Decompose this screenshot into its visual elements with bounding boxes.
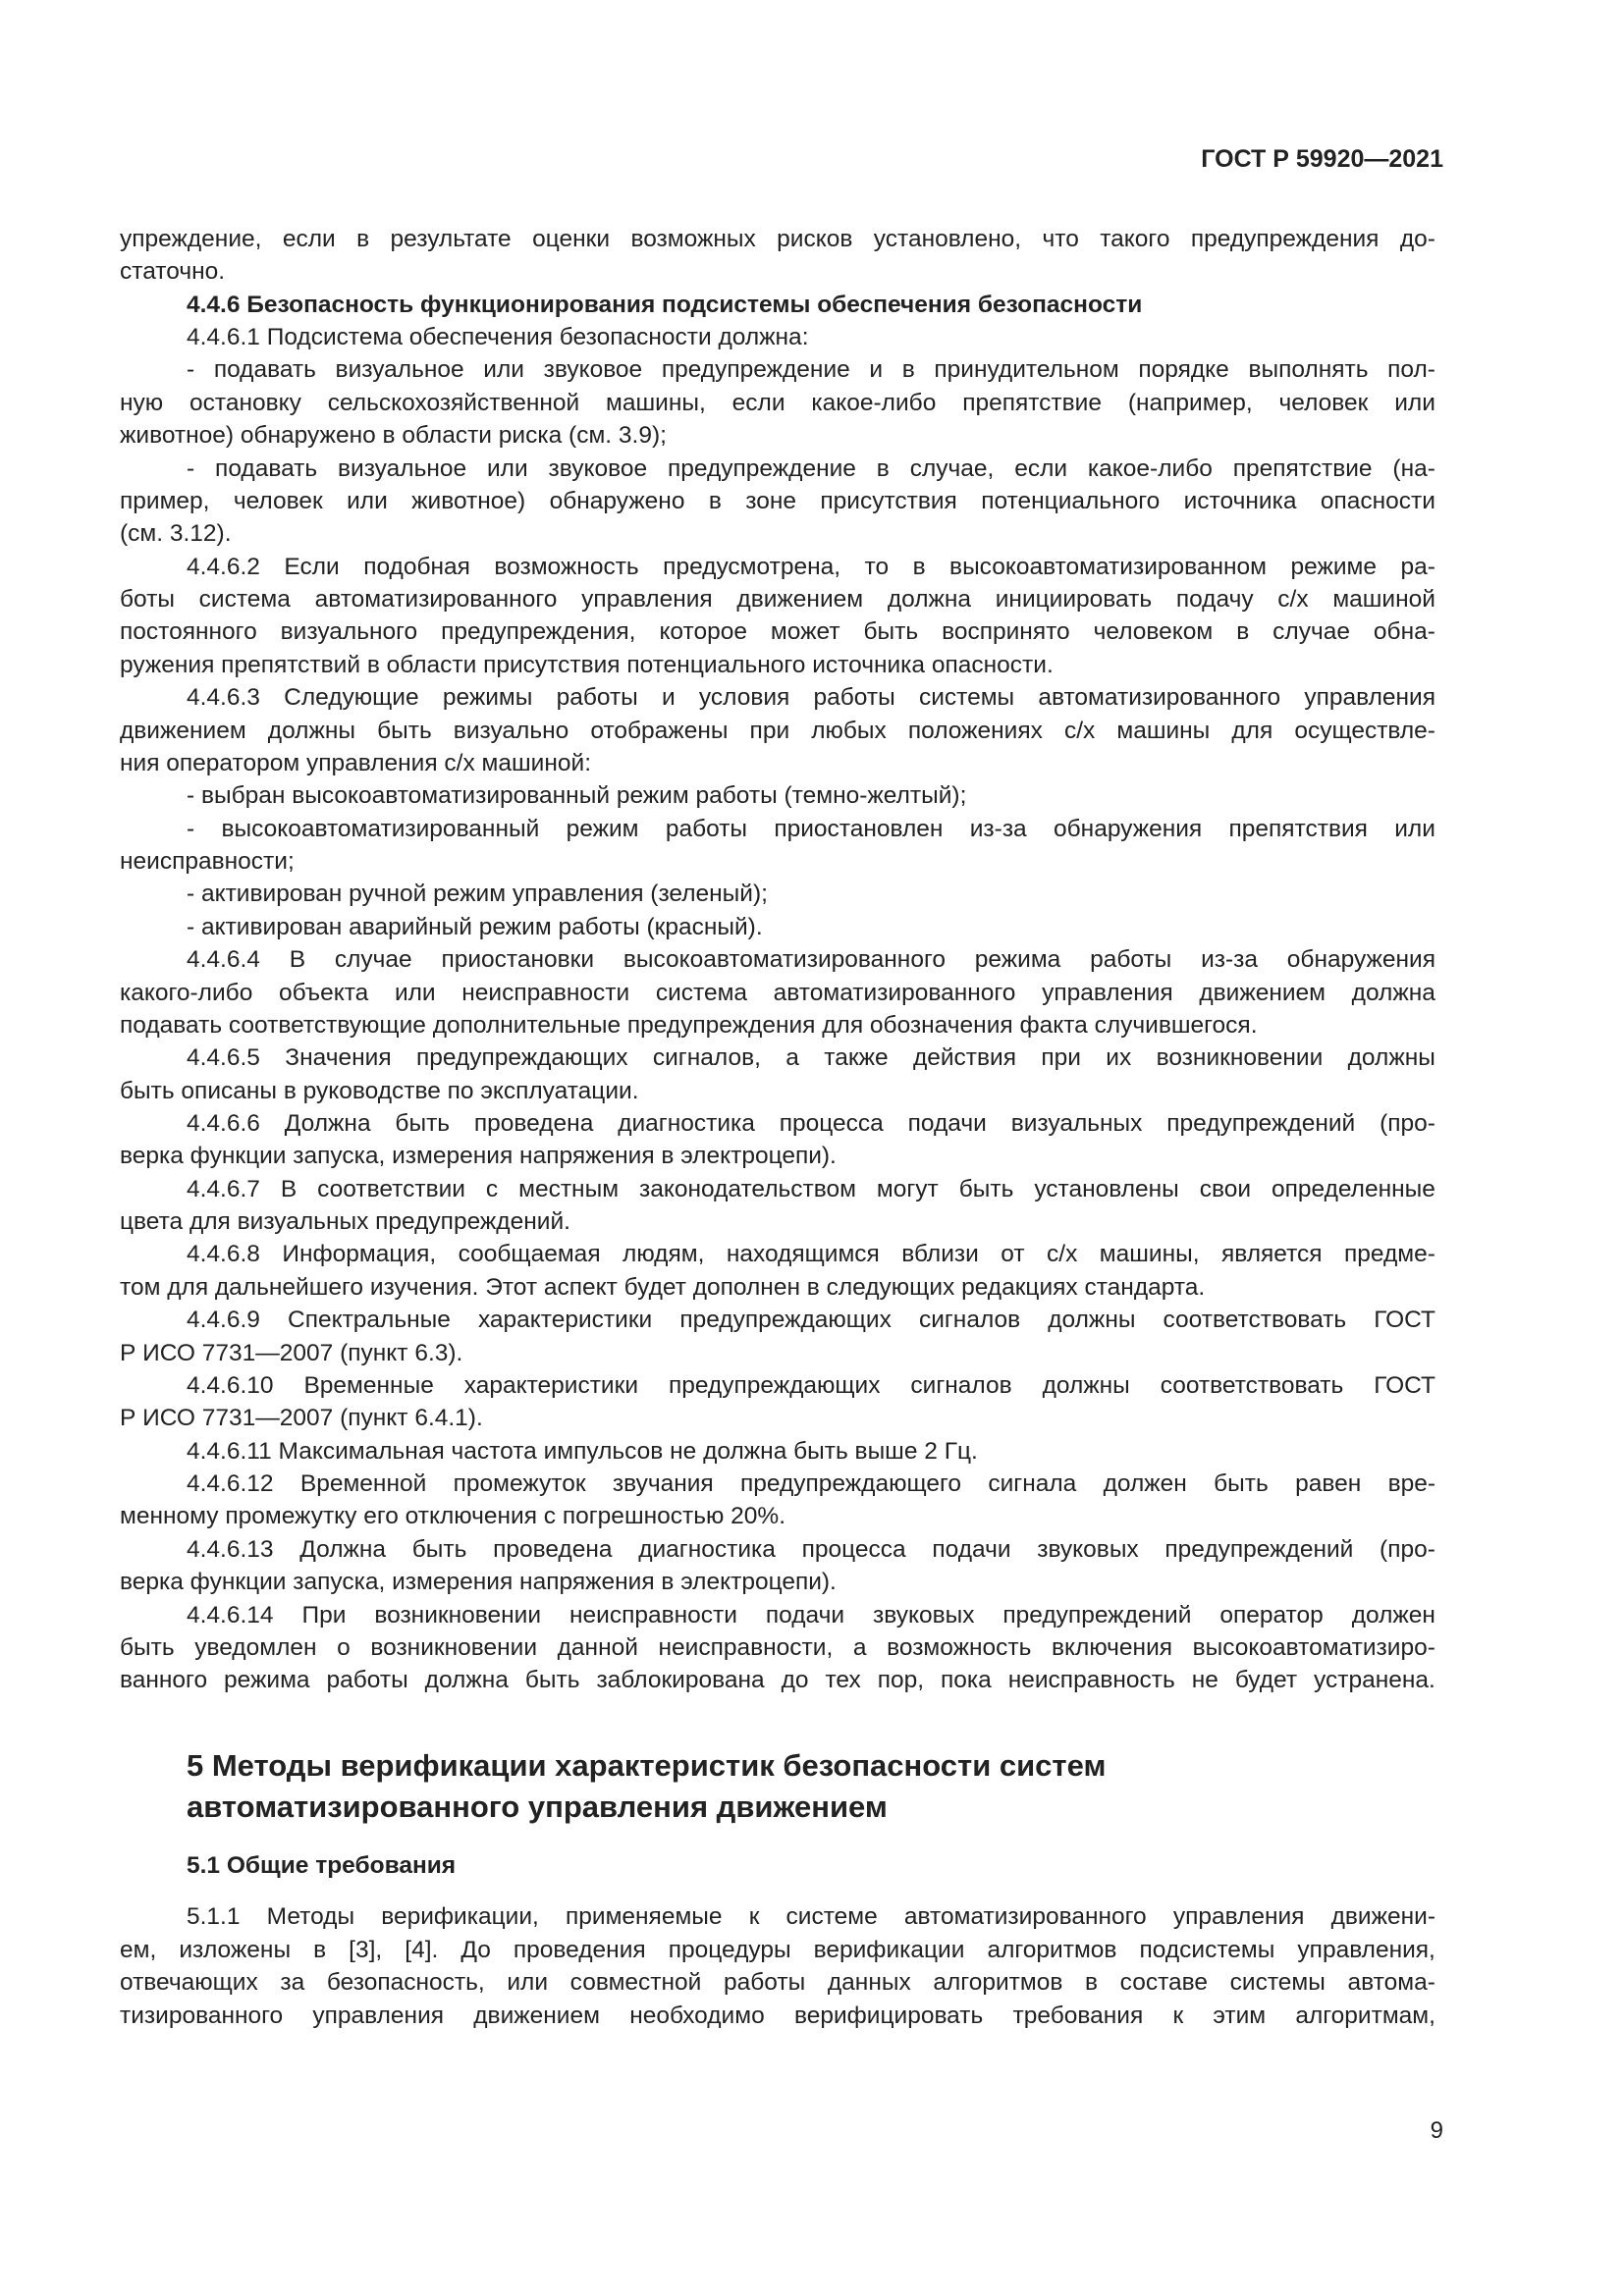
text-line: ванного режима работы должна быть заблокирована до тех пор, пока неисправность не будет устранена. bbox=[120, 1667, 1435, 1694]
text-line: упреждение, если в результате оценки возможных рисков установлено, что такого предупреждения до- bbox=[120, 226, 1435, 252]
text-line: ную остановку сельскохозяйственной машины, если какое-либо препятствие (например, человек или bbox=[120, 389, 1435, 416]
text-line: 4.4.6.1 Подсистема обеспечения безопасности должна: bbox=[187, 324, 809, 351]
text-line: неисправности; bbox=[120, 848, 295, 876]
section-title-line-1: 5 Методы верификации характеристик безопасности систем bbox=[187, 1748, 1107, 1783]
text-line: (см. 3.12). bbox=[120, 520, 232, 548]
text-line: ружения препятствий в области присутствия потенциального источника опасности. bbox=[120, 651, 1054, 678]
text-line: отвечающих за безопасность, или совместной работы данных алгоритмов в составе системы автома- bbox=[120, 1969, 1435, 1996]
text-line: 4.4.6.11 Максимальная частота импульсов не должна быть выше 2 Гц. bbox=[187, 1437, 978, 1465]
text-line: ем, изложены в [3], [4]. До проведения процедуры верификации алгоритмов подсистемы управления, bbox=[120, 1936, 1435, 1963]
text-line: боты система автоматизированного управления движением должна инициировать подачу с/х машиной bbox=[120, 586, 1435, 614]
text-line: том для дальнейшего изучения. Этот аспект будет дополнен в следующих редакциях стандарта. bbox=[120, 1273, 1206, 1301]
text-line: Р ИСО 7731—2007 (пункт 6.3). bbox=[120, 1339, 463, 1366]
text-line: какого-либо объекта или неисправности система автоматизированного управления движением должна bbox=[120, 979, 1435, 1006]
text-line: верка функции запуска, измерения напряжения в электроцепи). bbox=[120, 1569, 837, 1596]
text-line: тизированного управления движением необходимо верифицировать требования к этим алгоритмам, bbox=[120, 2002, 1435, 2029]
text-line: 4.4.6.6 Должна быть проведена диагностика процесса подачи визуальных предупреждений (про- bbox=[187, 1109, 1435, 1137]
text-line: 4.4.6.4 В случае приостановки высокоавтоматизированного режима работы из-за обнаружения bbox=[187, 946, 1435, 974]
text-line: 4.4.6.9 Спектральные характеристики предупреждающих сигналов должны соответствовать ГОСТ bbox=[187, 1307, 1435, 1334]
text-line: 4.4.6.13 Должна быть проведена диагностика процесса подачи звуковых предупреждений (про- bbox=[187, 1535, 1435, 1563]
text-line: 5.1.1 Методы верификации, применяемые к системе автоматизированного управления движени- bbox=[187, 1903, 1435, 1930]
text-line: - выбран высокоавтоматизированный режим работы (темно-желтый); bbox=[187, 782, 967, 810]
text-line: 4.4.6.10 Временные характеристики предупреждающих сигналов должны соответствовать ГОСТ bbox=[187, 1371, 1435, 1399]
page-number: 9 bbox=[1430, 2117, 1443, 2144]
text-line: менному промежутку его отключения с погрешностью 20%. bbox=[120, 1503, 786, 1530]
text-line: - активирован ручной режим управления (зеленый); bbox=[187, 881, 768, 908]
text-line: - активирован аварийный режим работы (красный). bbox=[187, 913, 763, 940]
text-line: подавать соответствующие дополнительные предупреждения для обозначения факта случившегося. bbox=[120, 1011, 1258, 1039]
text-line: - высокоавтоматизированный режим работы приостановлен из-за обнаружения препятствия или bbox=[187, 815, 1435, 842]
text-line: быть описаны в руководстве по эксплуатации. bbox=[120, 1077, 639, 1104]
text-line: - подавать визуальное или звуковое предупреждение в случае, если какое-либо препятствие (на- bbox=[187, 454, 1435, 482]
text-line: - подавать визуальное или звуковое предупреждение и в принудительном порядке выполнять пол- bbox=[187, 356, 1435, 384]
text-line: движением должны быть визуально отображены при любых положениях с/х машины для осуществле- bbox=[120, 717, 1435, 744]
text-line: 4.4.6.5 Значения предупреждающих сигналов, а также действия при их возникновении должны bbox=[187, 1044, 1435, 1072]
text-line: 4.4.6.2 Если подобная возможность предусмотрена, то в высокоавтоматизированном режиме ра- bbox=[187, 553, 1435, 580]
text-line: 4.4.6.14 При возникновении неисправности подачи звуковых предупреждений оператор должен bbox=[187, 1601, 1435, 1629]
section-title-line-2: автоматизированного управления движением bbox=[187, 1789, 888, 1824]
text-line: 4.4.6 Безопасность функционирования подсистемы обеспечения безопасности bbox=[187, 291, 1143, 318]
text-line: цвета для визуальных предупреждений. bbox=[120, 1208, 570, 1236]
subsection-title: 5.1 Общие требования bbox=[187, 1852, 457, 1879]
text-line: постоянного визуального предупреждения, которое может быть воспринято человеком в случае обна- bbox=[120, 618, 1435, 646]
text-line: верка функции запуска, измерения напряжения в электроцепи). bbox=[120, 1143, 837, 1170]
text-line: быть уведомлен о возникновении данной неисправности, а возможность включения высокоавтоматизиро- bbox=[120, 1633, 1435, 1661]
text-line: 4.4.6.12 Временной промежуток звучания предупреждающего сигнала должен быть равен вре- bbox=[187, 1470, 1435, 1498]
text-line: ния оператором управления с/х машиной: bbox=[120, 749, 591, 776]
text-line: Р ИСО 7731—2007 (пункт 6.4.1). bbox=[120, 1405, 483, 1432]
text-line: 4.4.6.8 Информация, сообщаемая людям, находящимся вблизи от с/х машины, является предме- bbox=[187, 1241, 1435, 1268]
text-line: статочно. bbox=[120, 258, 226, 286]
document-header: ГОСТ Р 59920—2021 bbox=[1201, 145, 1443, 173]
text-line: пример, человек или животное) обнаружено в зоне присутствия потенциального источника опасности bbox=[120, 487, 1435, 514]
text-line: 4.4.6.7 В соответствии с местным законодательством могут быть установлены свои определенные bbox=[187, 1175, 1435, 1202]
text-line: животное) обнаружено в области риска (см. 3.9); bbox=[120, 422, 667, 450]
text-line: 4.4.6.3 Следующие режимы работы и условия работы системы автоматизированного управления bbox=[187, 684, 1435, 712]
